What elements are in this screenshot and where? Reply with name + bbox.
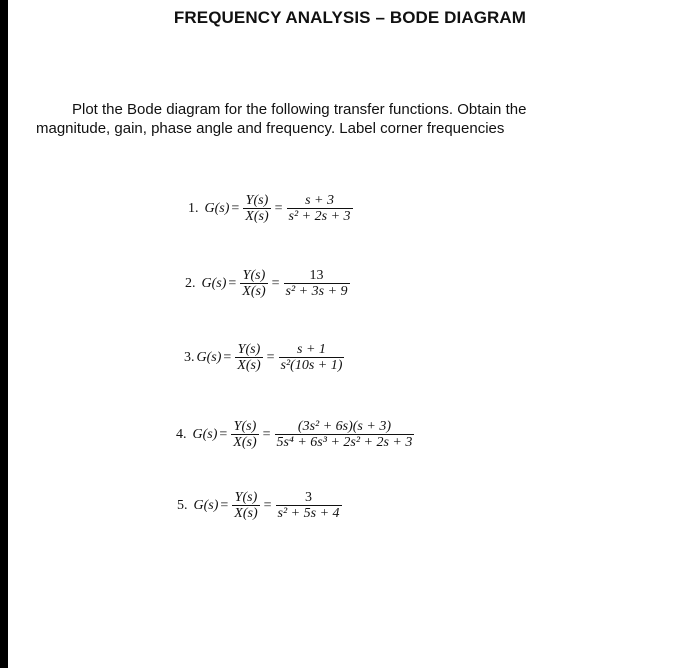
equation-2: 2. G(s) = $\frac{Y(s)}{X(s)}$ = $\frac{13}{\text{s² + 3s + 9}}$: [185, 268, 348, 299]
equation-1: 1. G(s) = $\frac{Y(s)}{X(s)}$ = $\frac{s + 3}{\text{s² + 2s + 3}}$: [188, 193, 351, 224]
transfer-function: [284, 268, 350, 299]
equation-lhs: G(s): [193, 497, 219, 513]
tf-numerator: 3: [305, 490, 313, 505]
tf-denominator: s² + 3s + 9: [285, 284, 348, 299]
tf-numerator: s + 1: [297, 342, 326, 357]
transfer-function: [287, 193, 353, 224]
equation-4: 4. G(s) = $\frac{Y(s)}{X(s)}$ = $\frac{\text{(3s² + 6s)(s + 3)}}{\text{5s⁴ + 6s³ + 2s² + 2s + 3}}$: [176, 419, 413, 450]
equation-lhs: G(s): [196, 349, 222, 365]
transfer-function: [279, 342, 345, 373]
tf-numerator: s + 3: [305, 193, 334, 208]
instructions-line-2: magnitude, gain, phase angle and frequency. Label corner frequencies: [36, 120, 505, 137]
equation-lhs: G(s): [201, 275, 227, 291]
output-input-ratio: [243, 193, 270, 224]
ratio-numerator: Y(s): [233, 419, 257, 434]
tf-denominator: s² + 5s + 4: [277, 506, 340, 521]
ratio-denominator: X(s): [242, 284, 266, 299]
tf-denominator: s²(10s + 1): [280, 358, 343, 373]
ratio-numerator: Y(s): [242, 268, 266, 283]
equation-3: 3. G(s) = $\frac{Y(s)}{X(s)}$ = $\frac{s + 1}{\text{s²(10s + 1)}}$: [184, 342, 343, 373]
equation-number: 4.: [176, 426, 187, 442]
output-input-ratio: [240, 268, 267, 299]
output-input-ratio: [232, 490, 259, 521]
equation-lhs: G(s): [192, 426, 218, 442]
tf-denominator: 5s⁴ + 6s³ + 2s² + 2s + 3: [276, 435, 413, 450]
tf-denominator: s² + 2s + 3: [288, 209, 351, 224]
equation-number: 5.: [177, 497, 188, 513]
ratio-denominator: X(s): [234, 506, 258, 521]
ratio-denominator: X(s): [233, 435, 257, 450]
ratio-numerator: Y(s): [245, 193, 269, 208]
instructions-paragraph: [36, 100, 636, 138]
instructions-line-1: Plot the Bode diagram for the following transfer functions. Obtain the: [72, 101, 527, 118]
equation-number: 2.: [185, 275, 196, 291]
left-edge-bar: [0, 0, 8, 668]
transfer-function: [276, 490, 342, 521]
ratio-numerator: Y(s): [237, 342, 261, 357]
output-input-ratio: [231, 419, 258, 450]
equation-lhs: G(s): [204, 200, 230, 216]
equation-number: 3.: [184, 349, 195, 365]
tf-numerator: 13: [309, 268, 324, 283]
ratio-denominator: X(s): [245, 209, 269, 224]
ratio-denominator: X(s): [237, 358, 261, 373]
output-input-ratio: [235, 342, 262, 373]
ratio-numerator: Y(s): [234, 490, 258, 505]
transfer-function: [275, 419, 415, 450]
tf-numerator: (3s² + 6s)(s + 3): [297, 419, 391, 434]
equation-5: 5. G(s) = $\frac{Y(s)}{X(s)}$ = $\frac{3}{\text{s² + 5s + 4}}$: [177, 490, 340, 521]
equation-number: 1.: [188, 200, 199, 216]
page-title: FREQUENCY ANALYSIS – BODE DIAGRAM: [173, 8, 527, 27]
